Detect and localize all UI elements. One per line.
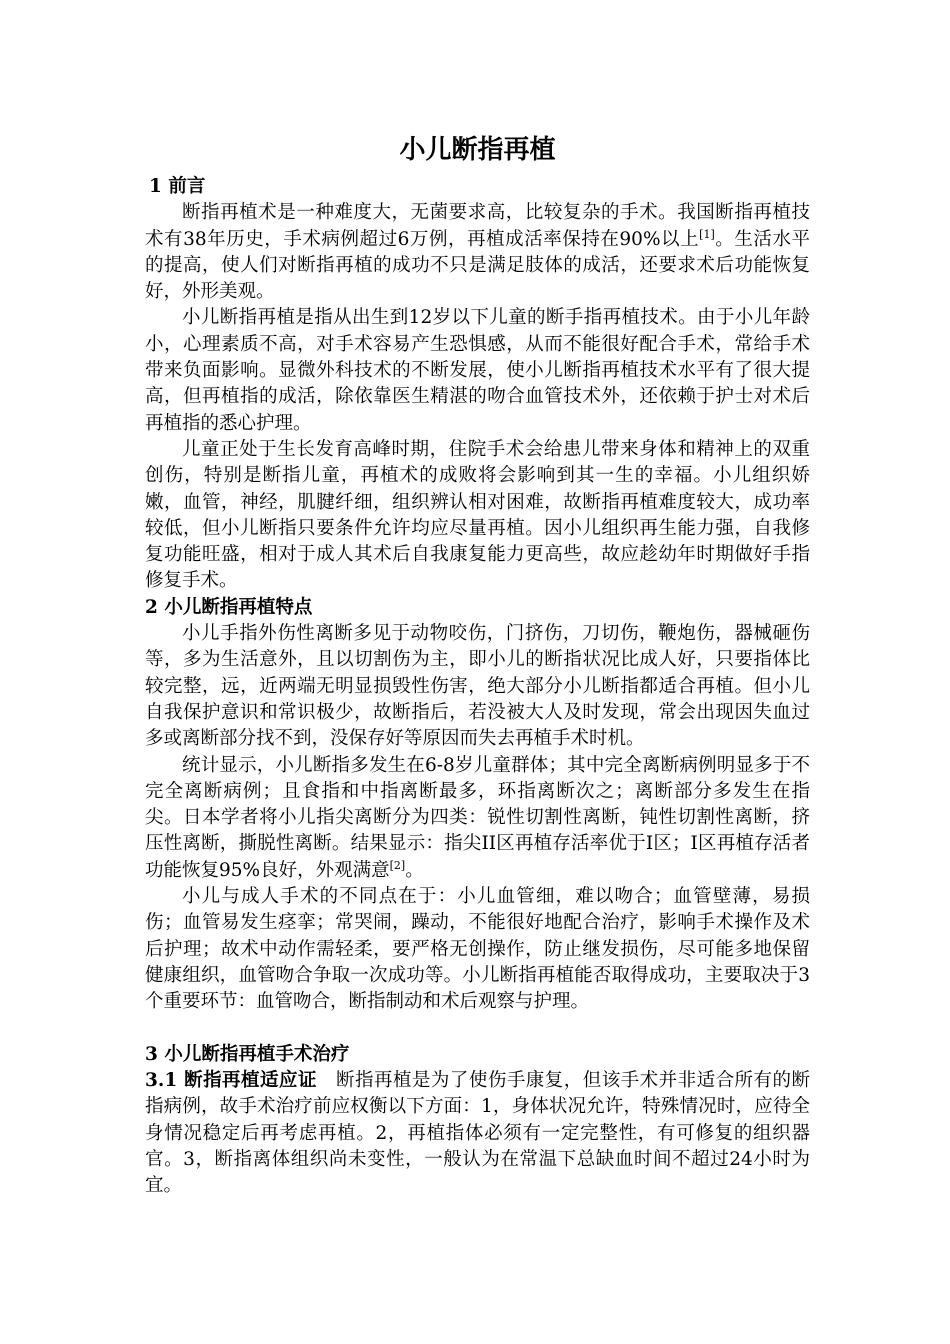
section-3-1-heading: 3.1 断指再植适应证 xyxy=(145,1070,317,1092)
section-2-paragraph-2-text-b: 。 xyxy=(405,859,424,881)
section-3-1-paragraph xyxy=(145,1068,810,1199)
section-1-paragraph-2: 小儿断指再植是指从出生到12岁以下儿童的断手指再植技术。由于小儿年龄小，心理素质不高，对手术容易产生恐惧感，从而不能很好配合手术，常给手术带来负面影响。显微外科技术的不断发展，使小儿断指再植技术水平有了很大提高，但再植指的成活，除依靠医生精湛的吻合血管技术外，还依赖于护士对术后再植指的悉心护理。 xyxy=(145,307,810,434)
blank-line xyxy=(145,1016,810,1042)
section-1-paragraph-1-text-a: 断指再植术是一种难度大，无菌要求高，比较复杂的手术。我国断指再植技术有38年历史，手术病例超过6万例，再植成活率保持在90%以上 xyxy=(145,202,810,250)
section-3-1-text: 断指再植是为了使伤手康复，但该手术并非适合所有的断指病例，故手术治疗前应权衡以下方面：1，身体状况允许，特殊情况时，应待全身情况稳定后再考虑再植。2，再植指体必须有一定完整性，有可修复的组织器官。3，断指离体组织尚未变性，一般认为在常温下总缺血时间不超过24小时为宜。 xyxy=(145,1070,810,1197)
section-1 xyxy=(145,174,810,595)
section-2-paragraph-3: 小儿与成人手术的不同点在于：小儿血管细，难以吻合；血管壁薄，易损伤；血管易发生痉挛；常哭闹，躁动，不能很好地配合治疗，影响手术操作及术后护理；故术中动作需轻柔，要严格无创操作，防止继发损伤，尽可能多地保留健康组织，血管吻合争取一次成功等。小儿断指再植能否取得成功，主要取决于3个重要环节：血管吻合，断指制动和术后观察与护理。 xyxy=(145,886,810,1013)
section-1-paragraph-1 xyxy=(145,200,810,305)
section-2-heading: 2 小儿断指再植特点 xyxy=(145,596,313,618)
section-2-paragraph-2-text-a: 统计显示，小儿断指多发生在6-8岁儿童群体；其中完全离断病例明显多于不完全离断病例；且食指和中指离断最多，环指离断次之；离断部分多发生在指尖。日本学者将小儿指尖离断分为四类：锐性切割性离断，钝性切割性离断，挤压性离断，撕脱性离断。结果显示：指尖II区再植存活率优于I区；I区再植存活者功能恢复95%良好，外观满意 xyxy=(145,754,810,881)
document-page xyxy=(145,130,810,1200)
section-1-paragraph-3: 儿童正处于生长发育高峰时期，住院手术会给患儿带来身体和精神上的双重创伤，特别是断指儿童，再植术的成败将会影响到其一生的幸福。小儿组织娇嫩，血管，神经，肌腱纤细，组织辨认相对困难，故断指再植难度较大，成功率较低，但小儿断指只要条件允许均应尽量再植。因小儿组织再生能力强，自我修复功能旺盛，相对于成人其术后自我康复能力更高些，故应趁幼年时期做好手指修复手术。 xyxy=(145,438,810,592)
section-1-paragraph-1-text-b: 。生活水平的提高，使人们对断指再植的成功不只是满足肢体的成活，还要求术后功能恢复好，外形美观。 xyxy=(145,228,810,303)
section-3-heading: 3 小儿断指再植手术治疗 xyxy=(145,1043,350,1065)
section-2-paragraph-1: 小儿手指外伤性离断多见于动物咬伤，门挤伤，刀切伤，鞭炮伤，器械砸伤等，多为生活意外，且以切割伤为主，即小儿的断指状况比成人好，只要指体比较完整，远，近两端无明显损毁性伤害，绝大部分小儿断指都适合再植。但小儿自我保护意识和常识极少，故断指后，若没被大人及时发现，常会出现因失血过多或离断部分找不到，没保存好等原因而失去再植手术时机。 xyxy=(145,623,810,750)
section-2 xyxy=(145,595,810,1016)
citation-1: [1] xyxy=(699,227,715,241)
section-1-heading: 1 前言 xyxy=(149,176,206,197)
section-2-paragraph-2 xyxy=(145,753,810,884)
document-title: 小儿断指再植 xyxy=(399,135,556,165)
citation-2: [2] xyxy=(389,858,406,872)
section-3 xyxy=(145,1042,810,1200)
